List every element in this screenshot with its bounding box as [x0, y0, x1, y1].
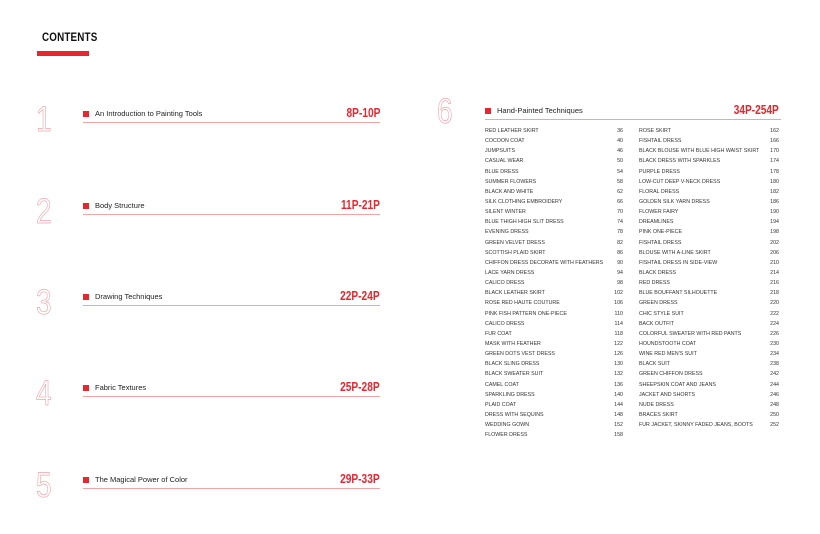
list-item[interactable] — [639, 156, 779, 166]
bullet-square-icon — [83, 203, 89, 209]
entry-page: 110 — [614, 310, 623, 317]
entry-page: 202 — [770, 239, 779, 246]
chapter-rule — [83, 396, 380, 397]
list-item[interactable] — [485, 430, 627, 440]
entry-page: 132 — [614, 371, 623, 378]
entry-page: 186 — [770, 198, 779, 205]
entry-title: FISHTAIL DRESS — [639, 138, 682, 145]
entry-page: 78 — [617, 229, 623, 236]
entry-title: GREEN DRESS — [639, 300, 678, 307]
entry-list-left — [485, 126, 627, 440]
entry-title: BACK OUTFIT — [639, 320, 675, 327]
chapter-1[interactable] — [36, 100, 380, 148]
entry-page: 102 — [614, 290, 623, 297]
list-item[interactable] — [639, 167, 779, 177]
list-item[interactable] — [485, 187, 627, 197]
entry-title: GREEN VELVET DRESS — [485, 239, 545, 246]
chapter-title[interactable]: An Introduction to Painting Tools — [95, 109, 203, 118]
entry-page: 158 — [614, 432, 623, 439]
entry-page: 242 — [770, 371, 779, 378]
entry-title: JUMPSUITS — [485, 148, 516, 155]
entry-list-right — [639, 126, 779, 430]
list-item[interactable] — [485, 146, 627, 156]
list-item[interactable] — [485, 359, 627, 369]
entry-page: 74 — [617, 219, 623, 226]
entry-title: GREEN DOTS VEST DRESS — [485, 351, 555, 358]
entry-page: 224 — [770, 320, 779, 327]
entry-title: CAMEL COAT — [485, 381, 519, 388]
entry-title: DREAMLINES — [639, 219, 674, 226]
entry-page: 162 — [770, 128, 779, 134]
list-item[interactable] — [485, 329, 627, 339]
entry-title: COLORFUL SWEATER WITH RED PANTS — [639, 330, 742, 337]
entry-title: LACE YARN DRESS — [485, 269, 535, 276]
list-item[interactable] — [639, 207, 779, 217]
entry-title: FISHTAIL DRESS IN SIDE-VIEW — [639, 259, 718, 266]
list-item[interactable] — [485, 309, 627, 319]
entry-title: WEDDING GOWN — [485, 422, 530, 429]
entry-page: 238 — [770, 361, 779, 368]
entry-page: 130 — [614, 361, 623, 368]
entry-title: RED DRESS — [639, 280, 670, 287]
chapter-rule — [83, 214, 380, 215]
entry-page: 180 — [770, 178, 779, 185]
entry-page: 218 — [770, 290, 779, 297]
chapter-title[interactable]: The Magical Power of Color — [95, 475, 188, 484]
list-item[interactable] — [639, 319, 779, 329]
contents-heading: CONTENTS — [42, 30, 98, 44]
chapter-title[interactable]: Body Structure — [95, 201, 145, 210]
list-item[interactable] — [639, 309, 779, 319]
entry-title: GREEN CHIFFON DRESS — [639, 371, 703, 378]
entry-title: FISHTAIL DRESS — [639, 239, 682, 246]
list-item[interactable] — [639, 227, 779, 237]
entry-title: RED LEATHER SKIRT — [485, 128, 539, 134]
chapter-rule — [83, 305, 380, 306]
entry-page: 248 — [770, 401, 779, 408]
entry-title: GOLDEN SILK YARN DRESS — [639, 198, 710, 205]
list-item[interactable] — [639, 258, 779, 268]
entry-title: BLACK SLING DRESS — [485, 361, 540, 368]
entry-title: JACKET AND SHORTS — [639, 391, 696, 398]
entry-title: PINK ONE-PIECE — [639, 229, 682, 236]
bullet-square-icon — [485, 108, 491, 114]
chapter-number: 6 — [437, 92, 453, 131]
entry-page: 194 — [770, 219, 779, 226]
entry-page: 70 — [617, 209, 623, 216]
list-item[interactable] — [485, 227, 627, 237]
entry-title: CHIC STYLE SUIT — [639, 310, 684, 317]
list-item[interactable] — [639, 410, 779, 420]
entry-page: 50 — [617, 158, 623, 165]
entry-page: 166 — [770, 138, 779, 145]
entry-page: 54 — [617, 168, 623, 175]
entry-title: SILENT WINTER — [485, 209, 526, 216]
entry-title: MASK WITH FEATHER — [485, 340, 541, 347]
entry-title: NUDE DRESS — [639, 401, 674, 408]
entry-page: 106 — [614, 300, 623, 307]
entry-page: 144 — [614, 401, 623, 408]
list-item[interactable] — [485, 369, 627, 379]
bullet-square-icon — [83, 294, 89, 300]
entry-title: FUR COAT — [485, 330, 512, 337]
entry-title: SCOTTISH PLAID SKIRT — [485, 249, 546, 256]
entry-title: PURPLE DRESS — [639, 168, 680, 175]
chapter-number: 1 — [36, 100, 52, 139]
entry-page: 126 — [614, 351, 623, 358]
chapter-pages: 11P-21P — [341, 197, 380, 212]
entry-page: 244 — [770, 381, 779, 388]
chapter-title[interactable]: Drawing Techniques — [95, 292, 163, 301]
entry-title: BLACK SUIT — [639, 361, 670, 368]
entry-title: DRESS WITH SEQUINS — [485, 411, 544, 418]
entry-page: 174 — [770, 158, 779, 165]
entry-page: 210 — [770, 259, 779, 266]
list-item[interactable] — [639, 359, 779, 369]
list-item[interactable] — [639, 329, 779, 339]
entry-title: BLACK BLOUSE WITH BLUE HIGH WAIST SKIRT — [639, 148, 760, 155]
entry-title: EVENING DRESS — [485, 229, 529, 236]
entry-page: 40 — [617, 138, 623, 145]
entry-title: SILK CLOTHING EMBROIDERY — [485, 198, 563, 205]
entry-page: 198 — [770, 229, 779, 236]
entry-title: BLUE THIGH HIGH SLIT DRESS — [485, 219, 564, 226]
entry-page: 220 — [770, 300, 779, 307]
entry-title: BLUE DRESS — [485, 168, 519, 175]
list-item[interactable] — [485, 319, 627, 329]
chapter-pages: 22P-24P — [340, 288, 380, 303]
list-item[interactable] — [485, 380, 627, 390]
list-item[interactable] — [485, 420, 627, 430]
entry-page: 226 — [770, 330, 779, 337]
chapter-title[interactable]: Fabric Textures — [95, 383, 147, 392]
chapter-pages: 29P-33P — [340, 471, 380, 486]
chapter-title[interactable]: Hand-Painted Techniques — [497, 106, 583, 115]
list-item[interactable] — [485, 268, 627, 278]
list-item[interactable] — [639, 238, 779, 248]
entry-page: 98 — [617, 280, 623, 287]
entry-title: CASUAL WEAR — [485, 158, 524, 165]
entry-title: FLOWER DRESS — [485, 432, 528, 439]
list-item[interactable] — [639, 197, 779, 207]
chapter-rule — [485, 119, 781, 120]
entry-title: ROSE RED HAUTE COUTURE — [485, 300, 560, 307]
bullet-square-icon — [83, 477, 89, 483]
list-item[interactable] — [639, 177, 779, 187]
entry-title: FLORAL DRESS — [639, 188, 680, 195]
entry-page: 250 — [770, 411, 779, 418]
entry-page: 170 — [770, 148, 779, 155]
entry-page: 86 — [617, 249, 623, 256]
list-item[interactable] — [639, 187, 779, 197]
entry-title: SPARKLING DRESS — [485, 391, 535, 398]
list-item[interactable] — [485, 278, 627, 288]
list-item[interactable] — [639, 248, 779, 258]
entry-page: 62 — [617, 188, 623, 195]
entry-page: 114 — [614, 320, 623, 327]
list-item[interactable] — [639, 298, 779, 308]
list-item[interactable] — [485, 177, 627, 187]
entry-page: 190 — [770, 209, 779, 216]
list-item[interactable] — [639, 349, 779, 359]
entry-page: 122 — [614, 340, 623, 347]
entry-title: CHIFFON DRESS DECORATE WITH FEATHERS — [485, 259, 604, 266]
chapter-3[interactable] — [36, 283, 380, 331]
list-item[interactable] — [639, 268, 779, 278]
list-item[interactable] — [639, 420, 779, 430]
list-item[interactable] — [485, 400, 627, 410]
list-item[interactable] — [485, 339, 627, 349]
entry-page: 94 — [617, 269, 623, 276]
chapter-pages: 34P-254P — [733, 102, 779, 117]
list-item[interactable] — [485, 288, 627, 298]
chapter-number: 3 — [36, 283, 52, 322]
list-item[interactable] — [639, 146, 779, 156]
entry-title: LOW-CUT DEEP V-NECK DRESS — [639, 178, 721, 185]
list-item[interactable] — [639, 288, 779, 298]
list-item[interactable] — [485, 248, 627, 258]
chapter-rule — [83, 488, 380, 489]
entry-title: HOUNDSTOOTH COAT — [639, 340, 697, 347]
list-item[interactable] — [485, 126, 627, 136]
entry-page: 246 — [770, 391, 779, 398]
entry-title: SUMMER FLOWERS — [485, 178, 537, 185]
list-item[interactable] — [639, 136, 779, 146]
list-item[interactable] — [485, 156, 627, 166]
list-item[interactable] — [485, 207, 627, 217]
list-item[interactable] — [485, 298, 627, 308]
list-item[interactable] — [485, 349, 627, 359]
list-item[interactable] — [485, 136, 627, 146]
entry-title: COCOON COAT — [485, 138, 525, 145]
entry-page: 152 — [614, 422, 623, 429]
chapter-number: 5 — [36, 466, 52, 505]
entry-title: PLAID COAT — [485, 401, 517, 408]
entry-page: 36 — [617, 128, 623, 134]
entry-page: 148 — [614, 411, 623, 418]
entry-title: BLACK AND WHITE — [485, 188, 534, 195]
entry-title: BLACK SWEATER SUIT — [485, 371, 544, 378]
entry-page: 252 — [770, 422, 779, 429]
bullet-square-icon — [83, 385, 89, 391]
entry-page: 178 — [770, 168, 779, 175]
chapter-5[interactable] — [36, 466, 380, 514]
entry-title: BRACES SKIRT — [639, 411, 678, 418]
entry-title: SHEEPSKIN COAT AND JEANS — [639, 381, 716, 388]
entry-page: 216 — [770, 280, 779, 287]
chapter-number: 4 — [36, 374, 52, 413]
list-item[interactable] — [485, 410, 627, 420]
entry-page: 46 — [617, 148, 623, 155]
entry-page: 82 — [617, 239, 623, 246]
entry-page: 58 — [617, 178, 623, 185]
entry-title: ROSE SKIRT — [639, 128, 671, 134]
entry-title: BLUE BOUFFANT SILHOUETTE — [639, 290, 718, 297]
entry-page: 140 — [614, 391, 623, 398]
entry-page: 234 — [770, 351, 779, 358]
chapter-2[interactable] — [36, 192, 380, 240]
list-item[interactable] — [639, 217, 779, 227]
entry-title: BLACK DRESS — [639, 269, 677, 276]
entry-title: PINK FISH PATTERN ONE-PIECE — [485, 310, 567, 317]
chapter-number: 2 — [36, 192, 52, 231]
entry-title: BLACK LEATHER SKIRT — [485, 290, 545, 297]
chapter-rule — [83, 122, 380, 123]
list-item[interactable] — [485, 197, 627, 207]
entry-page: 136 — [614, 381, 623, 388]
entry-page: 230 — [770, 340, 779, 347]
entry-page: 118 — [614, 330, 623, 337]
chapter-pages: 8P-10P — [346, 105, 380, 120]
list-item[interactable] — [485, 238, 627, 248]
entry-page: 182 — [770, 188, 779, 195]
entry-page: 90 — [617, 259, 623, 266]
chapter-4[interactable] — [36, 374, 380, 422]
entry-page: 66 — [617, 198, 623, 205]
contents-underline-bar — [37, 51, 89, 56]
list-item[interactable] — [639, 339, 779, 349]
entry-title: FUR JACKET, SKINNY FADED JEANS, BOOTS — [639, 422, 753, 429]
list-item[interactable] — [485, 390, 627, 400]
entry-page: 206 — [770, 249, 779, 256]
entry-page: 214 — [770, 269, 779, 276]
list-item[interactable] — [639, 380, 779, 390]
list-item[interactable] — [639, 400, 779, 410]
list-item[interactable] — [639, 278, 779, 288]
list-item[interactable] — [639, 369, 779, 379]
chapter-pages: 25P-28P — [340, 379, 380, 394]
entry-title: CALICO DRESS — [485, 320, 525, 327]
list-item[interactable] — [485, 258, 627, 268]
bullet-square-icon — [83, 111, 89, 117]
list-item[interactable] — [485, 217, 627, 227]
list-item[interactable] — [485, 167, 627, 177]
list-item[interactable] — [639, 126, 779, 136]
entry-title: WINE RED MEN'S SUIT — [639, 351, 697, 358]
list-item[interactable] — [639, 390, 779, 400]
entry-title: BLOUSE WITH A-LINE SKIRT — [639, 249, 711, 256]
entry-title: BLACK DRESS WITH SPARKLES — [639, 158, 721, 165]
entry-title: CALICO DRESS — [485, 280, 525, 287]
entry-page: 222 — [770, 310, 779, 317]
entry-title: FLOWER FAIRY — [639, 209, 679, 216]
